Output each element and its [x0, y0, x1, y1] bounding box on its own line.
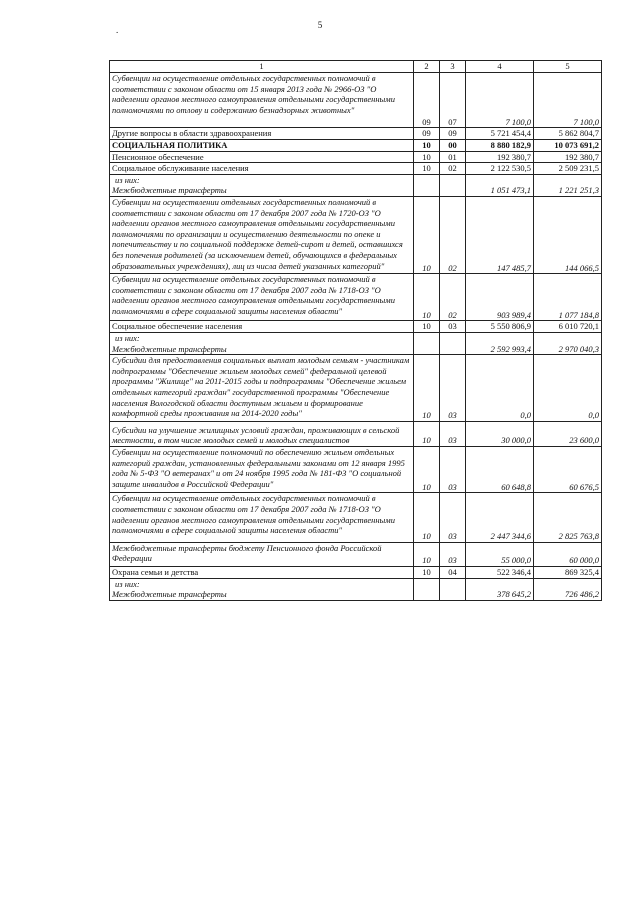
table-row — [110, 542, 602, 566]
row-value-year2: 0,0 — [534, 355, 602, 422]
row-value-year2: 23 600,0 — [534, 421, 602, 446]
row-subsection — [440, 174, 466, 196]
row-prefix: из них: — [115, 578, 140, 589]
budget-table — [109, 60, 602, 601]
row-name: Другие вопросы в области здравоохранения — [110, 128, 414, 140]
row-value-year1: 60 648,8 — [466, 447, 534, 493]
row-section: 10 — [414, 196, 440, 273]
row-value-year1: 5 721 454,4 — [466, 128, 534, 140]
row-name: СОЦИАЛЬНАЯ ПОЛИТИКА — [110, 139, 414, 151]
row-name: Субвенции на осуществление отдельных государственных полномочий в соответствии с законом области от 17 декабря 2007 года № 1718-ОЗ "О наделении органов местного самоуправления отдельными государственными полномочиями в сфере социальной защиты населения области" — [110, 274, 414, 321]
row-section: 10 — [414, 493, 440, 542]
row-subsection: 09 — [440, 128, 466, 140]
row-value-year2: 1 077 184,8 — [534, 274, 602, 321]
row-value-year1: 5 550 806,9 — [466, 321, 534, 333]
row-name — [110, 578, 414, 600]
row-subsection: 02 — [440, 196, 466, 273]
table-row — [110, 151, 602, 163]
row-name — [110, 333, 414, 355]
row-section: 10 — [414, 447, 440, 493]
table-row — [110, 578, 602, 600]
row-value-year1: 30 000,0 — [466, 421, 534, 446]
table-row — [110, 321, 602, 333]
row-name: Межбюджетные трансферты бюджету Пенсионного фонда Российской Федерации — [110, 542, 414, 566]
row-section: 10 — [414, 355, 440, 422]
table-row — [110, 196, 602, 273]
table-row — [110, 163, 602, 175]
row-prefix: из них: — [115, 333, 140, 344]
row-label: Межбюджетные трансферты — [112, 589, 227, 600]
row-value-year2: 60 000,0 — [534, 542, 602, 566]
row-section: 09 — [414, 128, 440, 140]
row-subsection: 07 — [440, 73, 466, 128]
row-value-year2: 7 100,0 — [534, 73, 602, 128]
table-row — [110, 139, 602, 151]
row-value-year2: 2 825 763,8 — [534, 493, 602, 542]
row-name: Пенсионное обеспечение — [110, 151, 414, 163]
row-subsection: 02 — [440, 274, 466, 321]
table-row — [110, 566, 602, 578]
row-subsection: 01 — [440, 151, 466, 163]
row-section: 10 — [414, 163, 440, 175]
column-header: 1 — [110, 61, 414, 73]
row-label: Межбюджетные трансферты — [112, 185, 227, 196]
row-value-year1: 2 122 530,5 — [466, 163, 534, 175]
row-value-year1: 7 100,0 — [466, 73, 534, 128]
row-value-year2: 10 073 691,2 — [534, 139, 602, 151]
row-value-year2: 1 221 251,3 — [534, 174, 602, 196]
row-value-year2: 2 509 231,5 — [534, 163, 602, 175]
row-value-year1: 0,0 — [466, 355, 534, 422]
row-name: Субвенции на осуществление отдельных государственных полномочий в соответствии с законом области от 15 января 2013 года № 2966-ОЗ "О наделении органов местного самоуправления отдельными государственными полномочиями по отлову и содержанию безнадзорных животных" — [110, 73, 414, 128]
row-subsection: 03 — [440, 447, 466, 493]
row-subsection: 02 — [440, 163, 466, 175]
table-row — [110, 421, 602, 446]
row-subsection: 04 — [440, 566, 466, 578]
row-subsection: 00 — [440, 139, 466, 151]
table-row — [110, 174, 602, 196]
table-row — [110, 333, 602, 355]
row-value-year2: 2 970 040,3 — [534, 333, 602, 355]
row-section: 10 — [414, 321, 440, 333]
row-name: Субвенции на осуществлении отдельных государственных полномочий в соответствии с законом области от 17 декабря 2007 года № 1720-ОЗ "О наделении органов местного самоуправления отдельными государственными полномочиями по организации и осуществлению деятельности по опеке и попечительству и по социальной поддержке детей-сирот и детей, оставшихся без попечения родителей (за исключением детей, обучающихся в федеральных образовательных учреждениях), лиц из числа детей указанных категорий" — [110, 196, 414, 273]
row-value-year2: 5 862 804,7 — [534, 128, 602, 140]
table-row — [110, 274, 602, 321]
column-header: 4 — [466, 61, 534, 73]
row-value-year1: 2 592 993,4 — [466, 333, 534, 355]
row-value-year1: 2 447 344,6 — [466, 493, 534, 542]
table-row — [110, 355, 602, 422]
row-subsection: 03 — [440, 421, 466, 446]
row-section — [414, 174, 440, 196]
row-section: 10 — [414, 421, 440, 446]
column-header: 2 — [414, 61, 440, 73]
row-subsection: 03 — [440, 493, 466, 542]
row-subsection: 03 — [440, 321, 466, 333]
row-name: Субсидии на улучшение жилищных условий граждан, проживающих в сельской местности, в том числе молодых семей и молодых специалистов — [110, 421, 414, 446]
row-value-year2: 144 066,5 — [534, 196, 602, 273]
table-row — [110, 493, 602, 542]
row-section: 10 — [414, 151, 440, 163]
row-section — [414, 578, 440, 600]
page-mark: . — [116, 25, 119, 35]
row-subsection — [440, 578, 466, 600]
table-header-row — [110, 61, 602, 73]
row-subsection: 03 — [440, 355, 466, 422]
row-section — [414, 333, 440, 355]
page-number: 5 — [317, 20, 323, 30]
row-value-year2: 192 380,7 — [534, 151, 602, 163]
row-value-year1: 8 880 182,9 — [466, 139, 534, 151]
row-label: Межбюджетные трансферты — [112, 343, 227, 354]
row-name: Социальное обеспечение населения — [110, 321, 414, 333]
row-value-year1: 522 346,4 — [466, 566, 534, 578]
row-section: 09 — [414, 73, 440, 128]
row-section: 10 — [414, 566, 440, 578]
row-subsection — [440, 333, 466, 355]
row-value-year1: 55 000,0 — [466, 542, 534, 566]
row-value-year1: 147 485,7 — [466, 196, 534, 273]
row-value-year1: 192 380,7 — [466, 151, 534, 163]
row-name: Охрана семьи и детства — [110, 566, 414, 578]
row-name — [110, 174, 414, 196]
table-row — [110, 73, 602, 128]
row-name: Субвенции на осуществление отдельных государственных полномочий в соответствии с законом области от 17 декабря 2007 года № 1718-ОЗ "О наделении органов местного самоуправления отдельными государственными полномочиями в сфере социальной защиты населения области" — [110, 493, 414, 542]
row-value-year2: 869 325,4 — [534, 566, 602, 578]
table-row — [110, 128, 602, 140]
row-value-year1: 378 645,2 — [466, 578, 534, 600]
row-prefix: из них: — [115, 174, 140, 185]
column-header: 5 — [534, 61, 602, 73]
row-value-year1: 903 989,4 — [466, 274, 534, 321]
row-name: Субсидии для предоставления социальных выплат молодым семьям - участникам подпрограммы "Обеспечение жильем молодых семей" федеральной целевой программы "Жилище" на 2011-2015 годы и подпрограммы "Обеспечение жильем отдельных категорий граждан" государственной программы "Обеспечение населения Вологодской области доступным жильем и формирование комфортной среды проживания на 2014-2020 годы" — [110, 355, 414, 422]
row-name: Субвенции на осуществление полномочий по обеспечению жильем отдельных категорий граждан, установленных федеральными законами от 12 января 1995 года № 5-ФЗ "О ветеранах" и от 24 ноября 1995 года № 181-ФЗ "О социальной защите инвалидов в Российской Федерации" — [110, 447, 414, 493]
column-header: 3 — [440, 61, 466, 73]
row-value-year2: 726 486,2 — [534, 578, 602, 600]
row-value-year1: 1 051 473,1 — [466, 174, 534, 196]
row-subsection: 03 — [440, 542, 466, 566]
row-section: 10 — [414, 139, 440, 151]
row-value-year2: 60 676,5 — [534, 447, 602, 493]
table-row — [110, 447, 602, 493]
row-name: Социальное обслуживание населения — [110, 163, 414, 175]
row-value-year2: 6 010 720,1 — [534, 321, 602, 333]
row-section: 10 — [414, 274, 440, 321]
row-section: 10 — [414, 542, 440, 566]
